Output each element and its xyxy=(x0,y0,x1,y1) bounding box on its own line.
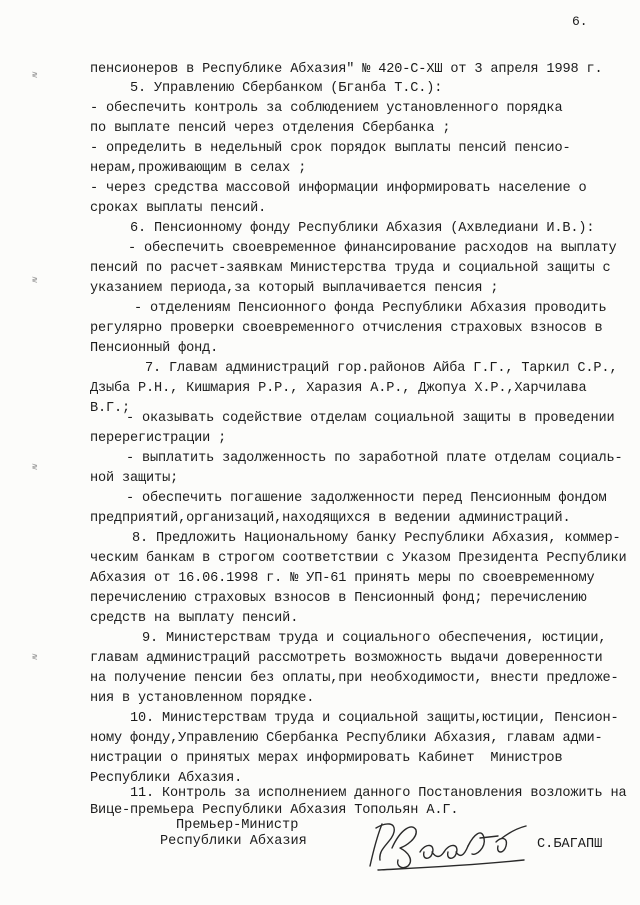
section-heading: 10. Министерствам труда и социальной защиты,юстиции, Пенсион- xyxy=(130,711,619,726)
body-line: Республики Абхазия. xyxy=(90,771,243,786)
punch-hole-mark: ≷ xyxy=(32,652,38,662)
punch-hole-mark: ≷ xyxy=(32,275,38,285)
body-line: пенсий по расчет-заявкам Министерства труда и социальной защиты с xyxy=(90,261,611,276)
body-line: сроках выплаты пенсий. xyxy=(90,201,267,216)
page-number: 6. xyxy=(572,14,588,29)
section-heading: 5. Управлению Сбербанком (Бганба Т.С.): xyxy=(130,81,443,96)
body-line: пенсионеров в Республике Абхазия" № 420-С-ХШ от 3 апреля 1998 г. xyxy=(90,62,603,77)
body-line: ческим банкам в строгом соответствии с Указом Президента Республики xyxy=(90,551,627,566)
section-heading: 6. Пенсионному фонду Республики Абхазия (Ахвледиани И.В.): xyxy=(130,221,595,236)
body-line: В.Г.; xyxy=(90,401,131,416)
signatory-title-line2: Республики Абхазия xyxy=(160,834,307,849)
section-heading: 8. Предложить Национальному банку Республики Абхазия, коммер- xyxy=(132,531,621,546)
body-line: указанием периода,за который выплачивается пенсия ; xyxy=(90,281,499,296)
body-line: - обеспечить своевременное финансирование расходов на выплату xyxy=(128,241,617,256)
body-line: Вице-премьера Республики Абхазия Топольян А.Г. xyxy=(90,803,459,818)
body-line: нистрации о принятых мерах информировать Кабинет Министров xyxy=(90,751,563,766)
body-line: перечислению страховых взносов в Пенсионный фонд; перечислению xyxy=(90,591,587,606)
body-line: нерам,проживающим в селах ; xyxy=(90,161,307,176)
body-line: ния в установленном порядке. xyxy=(90,691,315,706)
section-heading: 7. Главам администраций гор.районов Айба Г.Г., Таркил С.Р., xyxy=(145,361,618,376)
body-line: Дзыба Р.Н., Кишмария Р.Р., Харазия А.Р., Джопуа Х.Р.,Харчилава xyxy=(90,381,587,396)
body-line: - через средства массовой информации информировать население о xyxy=(90,181,587,196)
signatory-name: С.БАГАПШ xyxy=(537,837,603,852)
section-heading: 9. Министерствам труда и социального обеспечения, юстиции, xyxy=(142,631,607,646)
body-line: регулярно проверки своевременного отчисления страховых взносов в xyxy=(90,321,603,336)
body-line: средств на выплату пенсий. xyxy=(90,611,299,626)
body-line: - оказывать содействие отделам социальной защиты в проведении xyxy=(126,411,615,426)
body-line: - отделениям Пенсионного фонда Республики Абхазия проводить xyxy=(134,301,607,316)
body-line: - обеспечить погашение задолженности перед Пенсионным фондом xyxy=(126,491,607,506)
body-line: главам администраций рассмотреть возможность выдачи доверенности xyxy=(90,651,603,666)
body-line: ной защиты; xyxy=(90,471,179,486)
body-line: по выплате пенсий через отделения Сбербанка ; xyxy=(90,121,451,136)
body-line: предприятий,организаций,находящихся в ведении администраций. xyxy=(90,511,571,526)
body-line: - определить в недельный срок порядок выплаты пенсий пенсио- xyxy=(90,141,571,156)
body-line: ному фонду,Управлению Сбербанка Республики Абхазия, главам адми- xyxy=(90,731,603,746)
body-line: перерегистрации ; xyxy=(90,431,227,446)
signatory-title xyxy=(160,818,307,850)
body-line: Пенсионный фонд. xyxy=(90,341,219,356)
body-line: - обеспечить контроль за соблюдением установленного порядка xyxy=(90,101,563,116)
body-line: - выплатить задолженность по заработной плате отделам социаль- xyxy=(126,451,623,466)
punch-hole-mark: ≷ xyxy=(32,462,38,472)
signatory-title-line1: Премьер-Министр xyxy=(176,818,299,833)
punch-hole-mark: ≷ xyxy=(32,70,38,80)
handwritten-signature xyxy=(356,808,536,878)
section-heading: 11. Контроль за исполнением данного Постановления возложить на xyxy=(130,786,627,801)
body-line: Абхазия от 16.06.1998 г. № УП-61 принять меры по своевременному xyxy=(90,571,595,586)
body-line: на получение пенсии без оплаты,при необходимости, внести предложе- xyxy=(90,671,619,686)
